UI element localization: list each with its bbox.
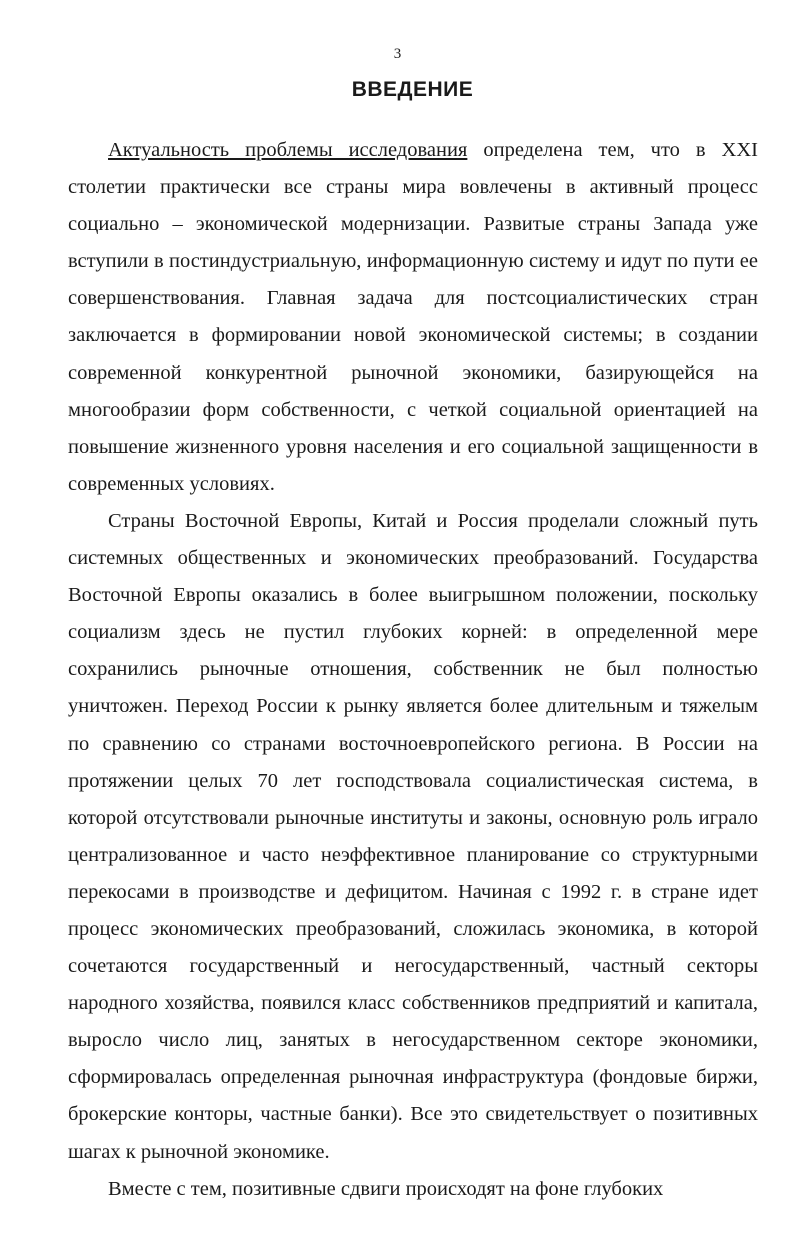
paragraph-continuation — [68, 1171, 758, 1208]
paragraph-text: Вместе с тем, позитивные сдвиги происходят на фоне глубоких — [108, 1177, 664, 1200]
section-heading: ВВЕДЕНИЕ — [351, 78, 474, 101]
paragraph-text: Страны Восточной Европы, Китай и Россия проделали сложный путь системных общественных и экономических преобразований. Государства Восточной Европы оказались в более выигрышном положении, поскольку социализм здесь не пустил глубоких корней: в определенной мере сохранились рыночные отношения, собственник не был полностью уничтожен. Переход России к рынку является более длительным и тяжелым по сравнению со странами восточноевропейского региона. В России на протяжении целых 70 лет господствовала социалистическая система, в которой отсутствовали рыночные институты и законы, основную роль играло централизованное и часто неэффективное планирование со структурными перекосами в производстве и дефицитом. Начиная с 1992 г. в стране идет процесс экономических преобразований, сложилась экономика, в которой сочетаются государственный и негосударственный, частный секторы народного хозяйства, появился класс собственников предприятий и капитала, выросло число лиц, занятых в негосударственном секторе экономики, сформировалась определенная рыночная инфраструктура (фондовые биржи, брокерские конторы, частные банки). Все это свидетельствует о позитивных шагах к рыночной экономике. — [68, 509, 758, 1163]
paragraph-transition — [68, 503, 758, 1171]
paragraph-relevance — [68, 132, 758, 503]
paragraph-text: определена тем, что в XXI столетии практически все страны мира вовлечены в активный процесс социально – экономической модернизации. Развитые страны Запада уже вступили в постиндустриальную, информационную систему и идут по пути ее совершенствования. Главная задача для постсоциалистических стран заключается в формировании новой экономической системы; в создании современной конкурентной рыночной экономики, базирующейся на многообразии форм собственности, с четкой социальной ориентацией на повышение жизненного уровня населения и его социальной защищенности в современных условиях. — [68, 139, 758, 495]
body-text — [68, 132, 758, 1208]
underlined-term: Актуальность проблемы исследования — [108, 139, 468, 161]
page-number: 3 — [393, 46, 402, 62]
